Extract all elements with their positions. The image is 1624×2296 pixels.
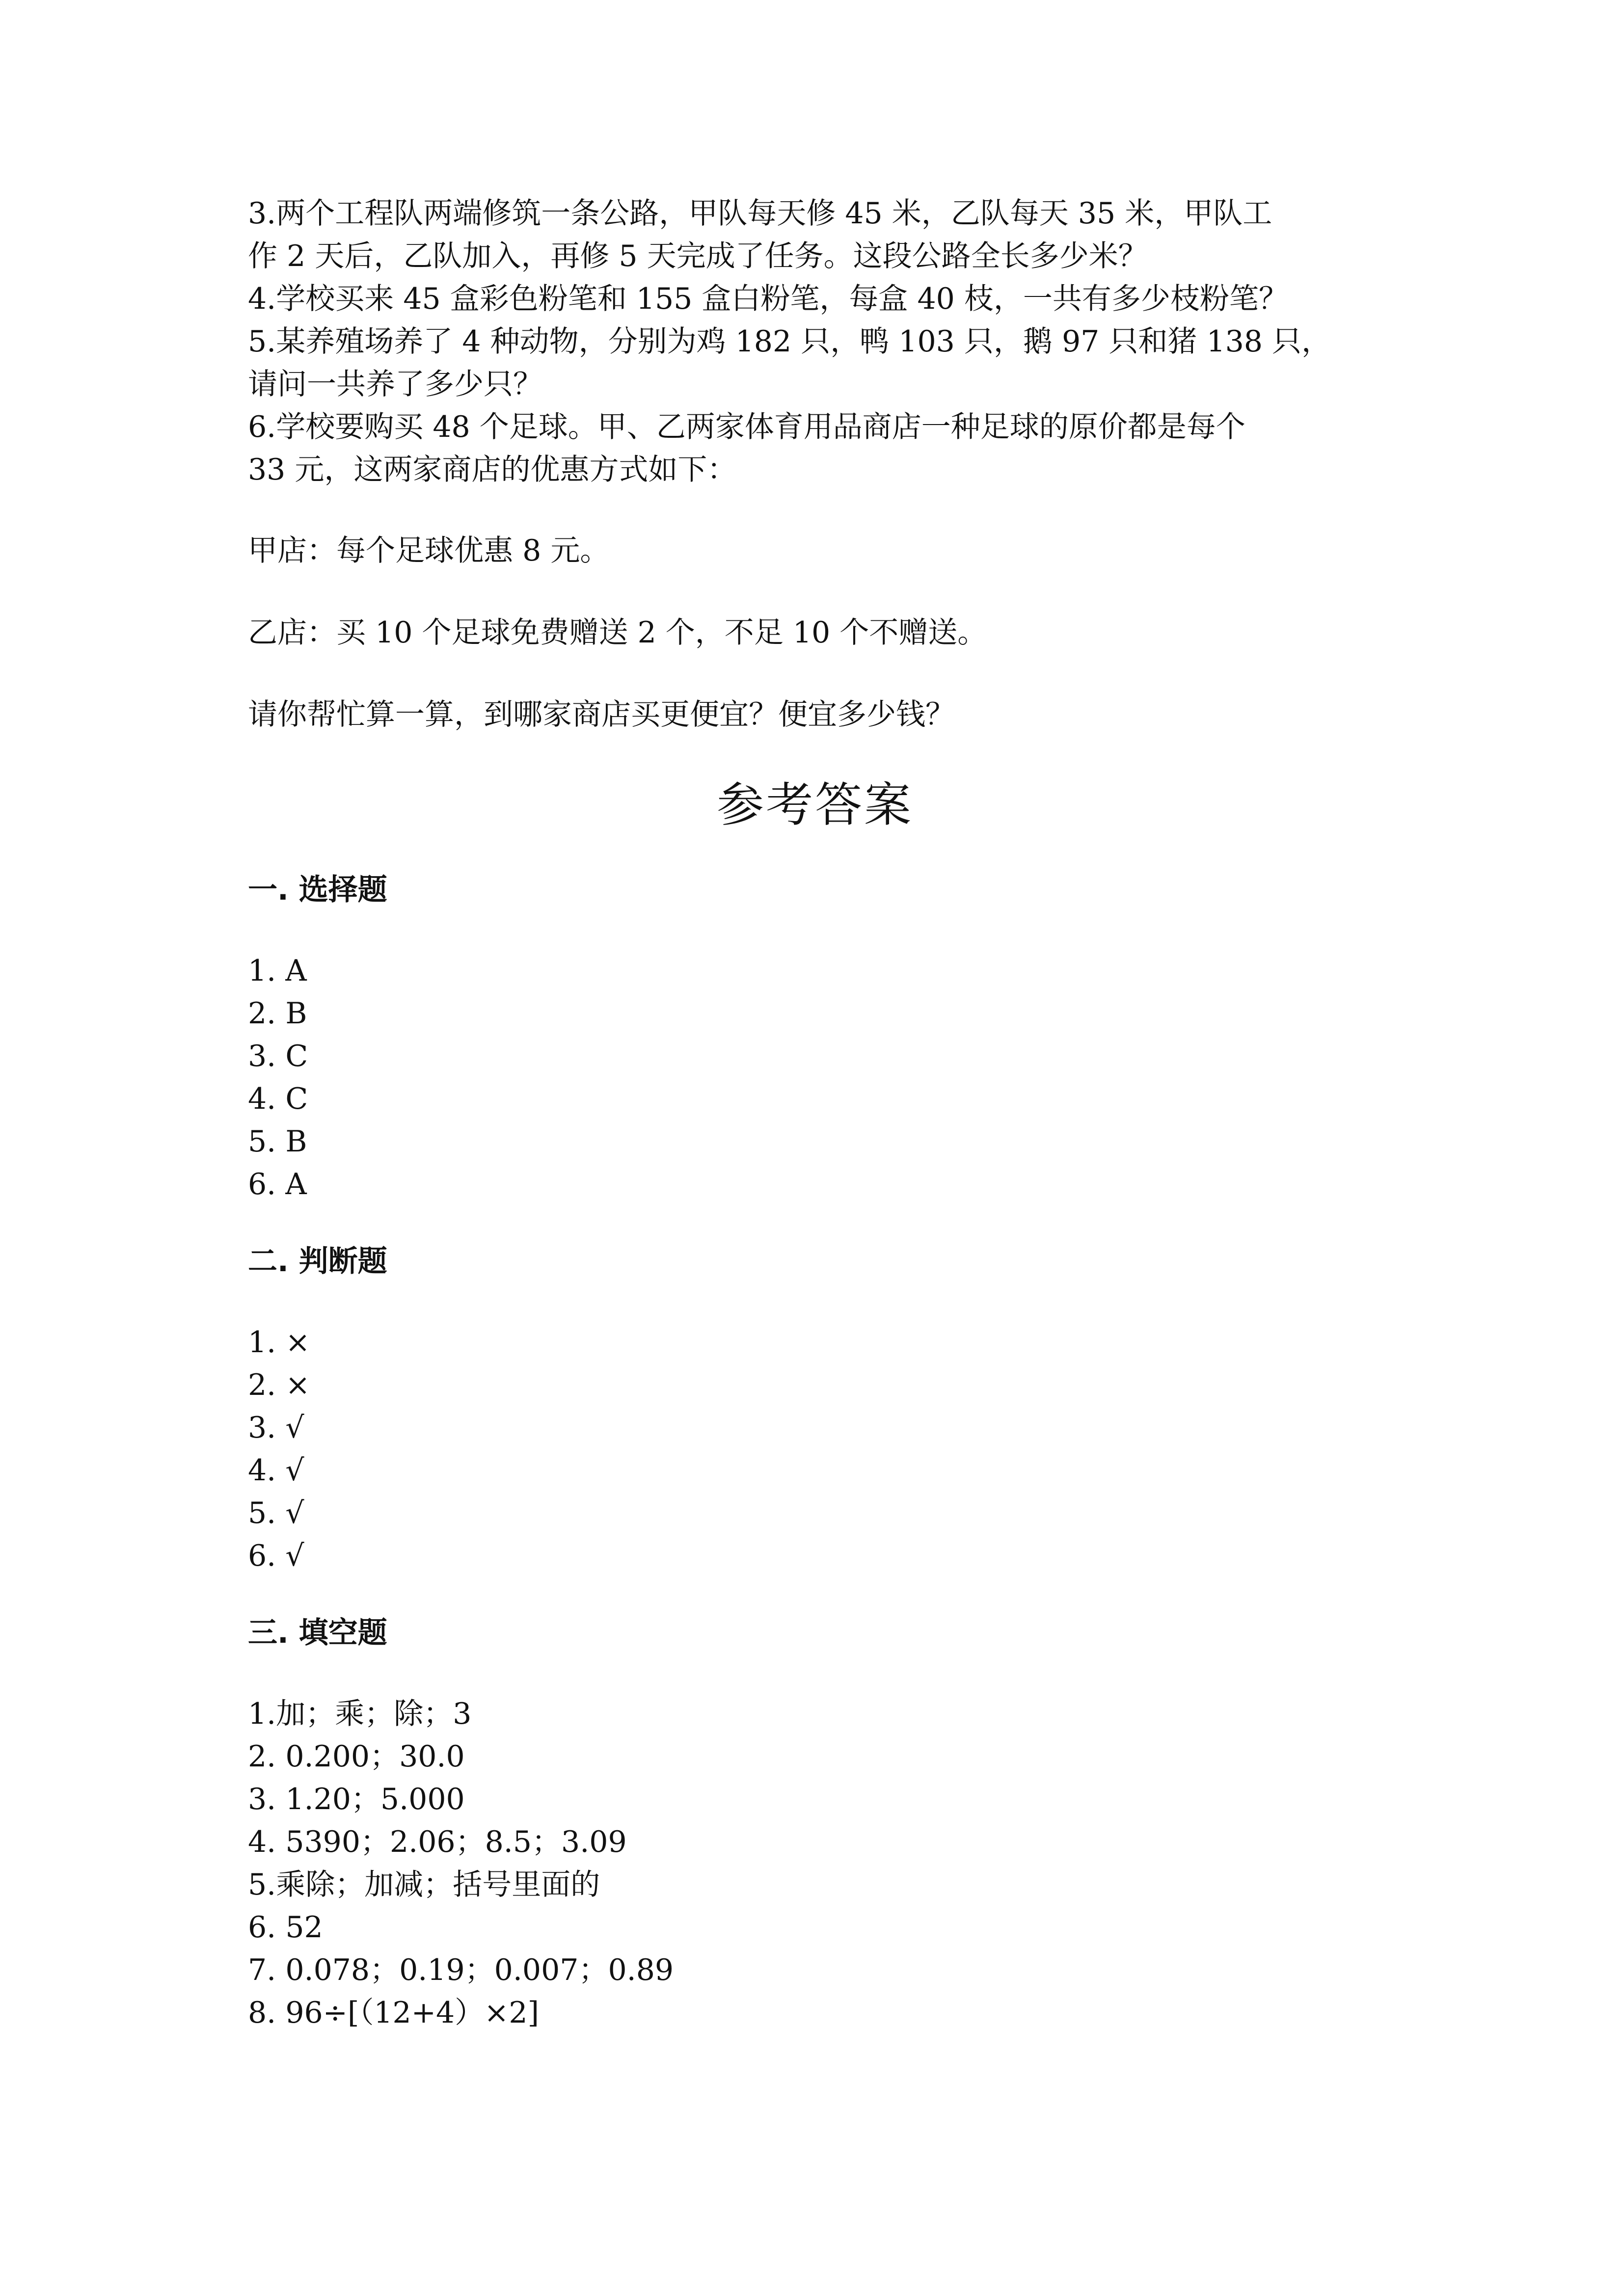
answer-list bbox=[248, 950, 1382, 1206]
answer-item: 2. × bbox=[248, 1368, 310, 1402]
answer-item: 8. 96÷[（12+4）×2] bbox=[248, 1996, 539, 2030]
store-a-offer: 甲店：每个足球优惠 8 元。 bbox=[248, 534, 610, 568]
answer-item: 6. 52 bbox=[248, 1910, 323, 1945]
answer-list bbox=[248, 1321, 1382, 1577]
store-b-offer: 乙店：买 10 个足球免费赠送 2 个，不足 10 个不赠送。 bbox=[248, 615, 987, 650]
answer-item: 6. √ bbox=[248, 1539, 304, 1573]
answer-section-choice bbox=[248, 869, 1382, 1206]
q6-question: 请你帮忙算一算，到哪家商店买更便宜？便宜多少钱？ bbox=[248, 697, 955, 732]
answer-item: 2. B bbox=[248, 996, 307, 1031]
problem-line: 3.两个工程队两端修筑一条公路，甲队每天修 45 米，乙队每天 35 米，甲队工 bbox=[248, 196, 1272, 231]
problem-line: 5.某养殖场养了 4 种动物，分别为鸡 182 只，鸭 103 只，鹅 97 只和猪 138 只， bbox=[248, 324, 1331, 359]
answer-item: 1. × bbox=[248, 1325, 310, 1360]
answer-item: 1.加；乘；除；3 bbox=[248, 1697, 472, 1731]
answer-item: 4. √ bbox=[248, 1453, 304, 1488]
problem-line: 33 元，这两家商店的优惠方式如下： bbox=[248, 453, 737, 487]
answer-section-fill-blank bbox=[248, 1612, 1382, 2034]
problem-q3 bbox=[248, 192, 1382, 278]
section-heading: 一. 选择题 bbox=[248, 873, 387, 907]
answer-list bbox=[248, 1693, 1382, 2034]
answer-item: 3. C bbox=[248, 1039, 308, 1073]
answer-item: 1. A bbox=[248, 954, 307, 988]
problem-q6 bbox=[248, 406, 1382, 491]
problem-q5 bbox=[248, 320, 1382, 406]
answer-item: 3. √ bbox=[248, 1411, 304, 1445]
answer-item: 7. 0.078；0.19；0.007；0.89 bbox=[248, 1953, 674, 1987]
problem-line: 请问一共养了多少只？ bbox=[248, 367, 542, 401]
section-heading: 三. 填空题 bbox=[248, 1616, 387, 1650]
problem-line: 4.学校买来 45 盒彩色粉笔和 155 盒白粉笔，每盒 40 枝，一共有多少枝粉笔？ bbox=[248, 282, 1288, 316]
problem-q4 bbox=[248, 278, 1382, 320]
answer-item: 3. 1.20；5.000 bbox=[248, 1782, 465, 1816]
answer-key-title: 参考答案 bbox=[717, 777, 913, 832]
answer-item: 6. A bbox=[248, 1167, 307, 1201]
problem-line: 作 2 天后，乙队加入，再修 5 天完成了任务。这段公路全长多少米？ bbox=[248, 239, 1148, 273]
answer-item: 5. √ bbox=[248, 1496, 304, 1530]
answer-section-judgment bbox=[248, 1240, 1382, 1577]
answer-item: 4. C bbox=[248, 1082, 308, 1116]
answer-item: 4. 5390；2.06；8.5；3.09 bbox=[248, 1825, 627, 1859]
answer-item: 2. 0.200；30.0 bbox=[248, 1739, 465, 1774]
answer-item: 5. B bbox=[248, 1124, 307, 1159]
problem-line: 6.学校要购买 48 个足球。甲、乙两家体育用品商店一种足球的原价都是每个 bbox=[248, 410, 1245, 444]
section-heading: 二. 判断题 bbox=[248, 1244, 387, 1279]
document-page bbox=[248, 192, 1382, 2034]
answer-item: 5.乘除；加减；括号里面的 bbox=[248, 1868, 600, 1902]
